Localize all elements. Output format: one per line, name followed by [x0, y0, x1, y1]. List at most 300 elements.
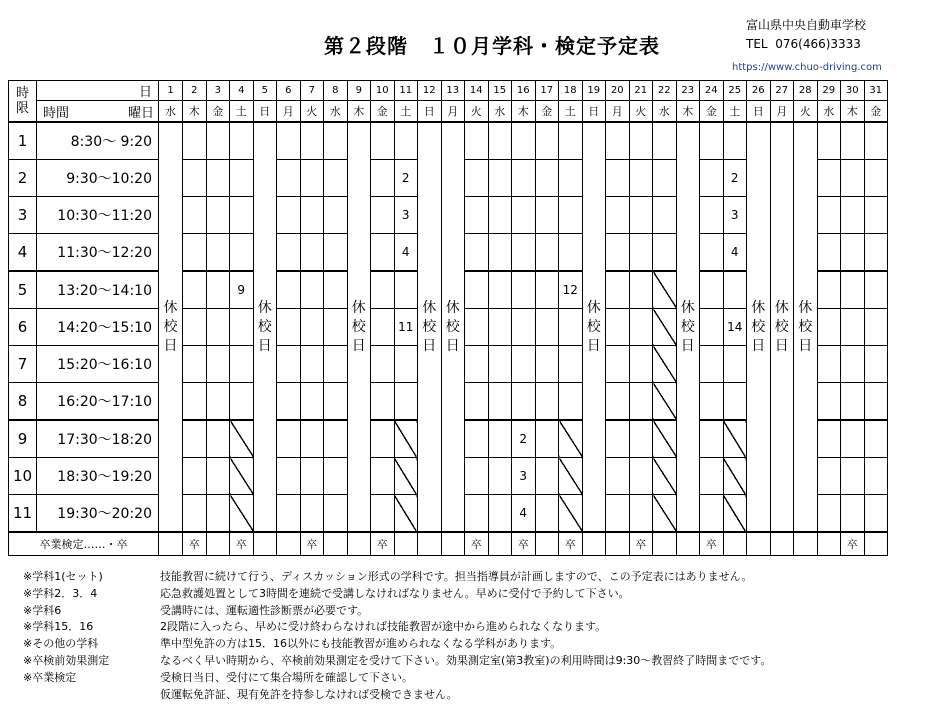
schedule-cell: [371, 458, 395, 495]
weekday: 金: [371, 101, 395, 123]
day-number: 19: [582, 81, 606, 101]
schedule-cell: [559, 122, 583, 160]
day-number: 6: [277, 81, 301, 101]
graduation-cell: [488, 532, 512, 556]
schedule-cell: [864, 271, 888, 309]
schedule-cell: [183, 234, 207, 272]
schedule-cell: [512, 271, 536, 309]
period-time: 11:30～12:20: [37, 234, 159, 272]
period-time: 13:20～14:10: [37, 271, 159, 309]
closed-day-cell: [347, 122, 371, 532]
schedule-cell: [277, 420, 301, 458]
schedule-cell: [371, 346, 395, 383]
school-url-link[interactable]: https://www.chuo-driving.com: [732, 62, 882, 73]
graduation-cell: [676, 532, 700, 556]
closed-label: 休校日: [422, 299, 437, 354]
schedule-cell: [700, 271, 724, 309]
schedule-cell: [700, 458, 724, 495]
unavailable-cell: [653, 420, 677, 458]
header-row-days: [9, 81, 888, 101]
schedule-cell: [394, 271, 418, 309]
schedule-cell: [300, 271, 324, 309]
weekday: 日: [418, 101, 442, 123]
weekday: 水: [159, 101, 183, 123]
unavailable-cell: [653, 383, 677, 421]
day-number: 21: [629, 81, 653, 101]
schedule-cell: [206, 420, 230, 458]
schedule-cell: [371, 197, 395, 234]
schedule-cell: [465, 271, 489, 309]
schedule-cell: [206, 458, 230, 495]
day-number: 20: [606, 81, 630, 101]
schedule-cell: [183, 495, 207, 533]
day-number: 31: [864, 81, 888, 101]
schedule-cell: [700, 122, 724, 160]
weekday: 木: [841, 101, 865, 123]
closed-label: 休校日: [774, 299, 789, 354]
schedule-cell: [606, 346, 630, 383]
schedule-cell: [653, 197, 677, 234]
note-label: ※学科6: [23, 603, 62, 617]
lecture-cell: 4: [512, 495, 536, 533]
closed-label: 休校日: [751, 299, 766, 354]
weekday: 水: [653, 101, 677, 123]
schedule-cell: [700, 234, 724, 272]
schedule-cell: [206, 234, 230, 272]
closed-label: 休校日: [351, 299, 366, 354]
schedule-cell: [723, 122, 747, 160]
schedule-cell: [606, 160, 630, 197]
note-text: 準中型免許の方は15．16以外にも技能教習が進められなくなる学科があります。: [160, 637, 562, 651]
schedule-cell: [300, 495, 324, 533]
unavailable-cell: [230, 420, 254, 458]
note-text: 仮運転免許証、現有免許を持参しなければ受検できません。: [160, 687, 458, 701]
schedule-cell: [488, 420, 512, 458]
weekday: 火: [794, 101, 818, 123]
schedule-cell: [700, 309, 724, 346]
schedule-table: [8, 80, 888, 556]
schedule-cell: [700, 160, 724, 197]
period-time: 8:30～ 9:20: [37, 122, 159, 160]
graduation-cell: [159, 532, 183, 556]
schedule-cell: [324, 309, 348, 346]
day-number: 28: [794, 81, 818, 101]
schedule-cell: [277, 160, 301, 197]
schedule-cell: [371, 383, 395, 421]
schedule-cell: [300, 346, 324, 383]
schedule-cell: [465, 197, 489, 234]
schedule-cell: [864, 160, 888, 197]
lecture-cell: 11: [394, 309, 418, 346]
schedule-cell: [324, 160, 348, 197]
weekday: 土: [559, 101, 583, 123]
graduation-cell: [394, 532, 418, 556]
schedule-cell: [535, 197, 559, 234]
schedule-cell: [230, 197, 254, 234]
weekday: 月: [277, 101, 301, 123]
schedule-cell: [606, 197, 630, 234]
graduation-exam-mark: 卒: [700, 532, 724, 556]
period-time: 9:30～10:20: [37, 160, 159, 197]
schedule-cell: [653, 160, 677, 197]
schedule-cell: [277, 234, 301, 272]
schedule-cell: [817, 234, 841, 272]
schedule-cell: [864, 420, 888, 458]
closed-day-cell: [441, 122, 465, 532]
schedule-cell: [230, 122, 254, 160]
schedule-cell: [206, 197, 230, 234]
graduation-cell: [747, 532, 771, 556]
schedule-cell: [817, 309, 841, 346]
schedule-cell: [465, 160, 489, 197]
schedule-cell: [817, 160, 841, 197]
schedule-cell: [183, 383, 207, 421]
unavailable-cell: [230, 458, 254, 495]
graduation-cell: [770, 532, 794, 556]
period-number: 2: [9, 160, 37, 197]
schedule-cell: [277, 458, 301, 495]
weekday: 月: [606, 101, 630, 123]
weekday: 火: [465, 101, 489, 123]
schedule-cell: [300, 309, 324, 346]
weekday: 月: [441, 101, 465, 123]
schedule-cell: [394, 383, 418, 421]
closed-day-cell: [159, 122, 183, 532]
schedule-cell: [700, 197, 724, 234]
schedule-cell: [629, 420, 653, 458]
header-row-weekdays: [9, 101, 888, 123]
school-name: 富山県中央自動車学校: [746, 18, 867, 32]
schedule-cell: [230, 346, 254, 383]
note-text: なるべく早い時期から、卒検前効果測定を受けて下さい。効果測定室(第3教室)の利用時間は9:30～教習終了時間までです。: [160, 653, 772, 667]
period-time: 17:30～18:20: [37, 420, 159, 458]
closed-day-cell: [418, 122, 442, 532]
schedule-cell: [512, 160, 536, 197]
schedule-cell: [488, 458, 512, 495]
note-label: ※学科15．16: [23, 620, 94, 634]
closed-label: 休校日: [445, 299, 460, 354]
note-text: 受検日当日、受付にて集合場所を確認して下さい。: [160, 670, 413, 684]
schedule-cell: [841, 309, 865, 346]
schedule-cell: [817, 383, 841, 421]
schedule-cell: [324, 346, 348, 383]
graduation-exam-mark: 卒: [512, 532, 536, 556]
lecture-cell: 2: [394, 160, 418, 197]
schedule-cell: [183, 197, 207, 234]
graduation-cell: [653, 532, 677, 556]
day-number: 4: [230, 81, 254, 101]
date-header: 日: [37, 81, 159, 101]
schedule-cell: [465, 122, 489, 160]
lecture-cell: 2: [723, 160, 747, 197]
unavailable-cell: [230, 495, 254, 533]
unavailable-cell: [394, 458, 418, 495]
schedule-cell: [606, 495, 630, 533]
schedule-cell: [817, 420, 841, 458]
closed-day-cell: [794, 122, 818, 532]
unavailable-cell: [723, 495, 747, 533]
schedule-cell: [371, 309, 395, 346]
weekday-label: 曜日: [127, 105, 154, 121]
day-number: 8: [324, 81, 348, 101]
period-number: 9: [9, 420, 37, 458]
schedule-cell: [277, 346, 301, 383]
schedule-cell: [606, 420, 630, 458]
schedule-cell: [841, 160, 865, 197]
jigen-header: 時限: [9, 81, 37, 123]
schedule-cell: [277, 122, 301, 160]
schedule-cell: [700, 420, 724, 458]
graduation-cell: [723, 532, 747, 556]
day-number: 23: [676, 81, 700, 101]
weekday: 土: [723, 101, 747, 123]
schedule-cell: [277, 197, 301, 234]
closed-label: 休校日: [680, 299, 695, 354]
schedule-cell: [817, 495, 841, 533]
schedule-cell: [230, 234, 254, 272]
schedule-cell: [559, 346, 583, 383]
weekday: 木: [347, 101, 371, 123]
note-label: ※学科2．3．4: [23, 586, 98, 600]
schedule-cell: [535, 122, 559, 160]
schedule-cell: [183, 346, 207, 383]
schedule-cell: [629, 197, 653, 234]
closed-day-cell: [747, 122, 771, 532]
schedule-cell: [277, 495, 301, 533]
period-number: 4: [9, 234, 37, 272]
day-number: 29: [817, 81, 841, 101]
schedule-cell: [629, 122, 653, 160]
schedule-cell: [629, 346, 653, 383]
time-label: 時間: [43, 105, 70, 121]
period-number: 3: [9, 197, 37, 234]
lecture-cell: 4: [723, 234, 747, 272]
graduation-cell: [277, 532, 301, 556]
lecture-cell: 3: [512, 458, 536, 495]
schedule-cell: [488, 271, 512, 309]
schedule-cell: [277, 383, 301, 421]
period-time: 10:30～11:20: [37, 197, 159, 234]
schedule-cell: [864, 197, 888, 234]
period-number: 1: [9, 122, 37, 160]
graduation-cell: [817, 532, 841, 556]
graduation-cell: [206, 532, 230, 556]
schedule-cell: [841, 346, 865, 383]
note-label: ※卒業検定: [23, 670, 77, 684]
schedule-cell: [606, 122, 630, 160]
schedule-cell: [817, 458, 841, 495]
lecture-cell: 2: [512, 420, 536, 458]
schedule-cell: [535, 346, 559, 383]
day-number: 15: [488, 81, 512, 101]
day-number: 10: [371, 81, 395, 101]
schedule-cell: [629, 309, 653, 346]
graduation-exam-mark: 卒: [230, 532, 254, 556]
schedule-cell: [324, 495, 348, 533]
schedule-cell: [864, 346, 888, 383]
time-weekday-header: [37, 101, 159, 123]
unavailable-cell: [723, 458, 747, 495]
lecture-cell: 9: [230, 271, 254, 309]
schedule-cell: [559, 160, 583, 197]
schedule-cell: [371, 160, 395, 197]
schedule-cell: [300, 160, 324, 197]
graduation-cell: [347, 532, 371, 556]
schedule-cell: [183, 309, 207, 346]
graduation-exam-mark: 卒: [465, 532, 489, 556]
closed-label: 休校日: [798, 299, 813, 354]
schedule-cell: [700, 346, 724, 383]
day-number: 9: [347, 81, 371, 101]
schedule-cell: [324, 420, 348, 458]
closed-day-cell: [253, 122, 277, 532]
schedule-cell: [864, 458, 888, 495]
weekday: 火: [300, 101, 324, 123]
note-label: ※その他の学科: [23, 637, 99, 651]
graduation-cell: [253, 532, 277, 556]
unavailable-cell: [394, 495, 418, 533]
unavailable-cell: [653, 458, 677, 495]
graduation-cell: [864, 532, 888, 556]
day-number: 13: [441, 81, 465, 101]
graduation-label: 卒業検定……・卒: [9, 532, 159, 556]
schedule-cell: [629, 160, 653, 197]
weekday: 金: [700, 101, 724, 123]
schedule-cell: [629, 271, 653, 309]
schedule-cell: [465, 346, 489, 383]
schedule-cell: [559, 383, 583, 421]
weekday: 日: [747, 101, 771, 123]
schedule-cell: [864, 383, 888, 421]
schedule-cell: [324, 197, 348, 234]
schedule-cell: [841, 458, 865, 495]
graduation-exam-mark: 卒: [559, 532, 583, 556]
schedule-cell: [723, 346, 747, 383]
schedule-cell: [864, 309, 888, 346]
schedule-cell: [183, 458, 207, 495]
weekday: 月: [770, 101, 794, 123]
schedule-cell: [723, 383, 747, 421]
schedule-cell: [324, 271, 348, 309]
schedule-cell: [841, 197, 865, 234]
schedule-cell: [512, 309, 536, 346]
schedule-cell: [183, 122, 207, 160]
period-time: 15:20～16:10: [37, 346, 159, 383]
day-number: 5: [253, 81, 277, 101]
note-text: 技能教習に続けて行う、ディスカッション形式の学科です。担当指導員が計画しますので、この予定表にはありません。: [160, 570, 753, 583]
weekday: 金: [535, 101, 559, 123]
period-number: 5: [9, 271, 37, 309]
note-text: 応急救護処置として3時間を連続で受講しなければなりません。早めに受付で予約して下さい。: [160, 586, 630, 600]
schedule-cell: [488, 197, 512, 234]
closed-label: 休校日: [586, 299, 601, 354]
schedule-cell: [371, 122, 395, 160]
day-number: 25: [723, 81, 747, 101]
closed-day-cell: [676, 122, 700, 532]
graduation-exam-mark: 卒: [371, 532, 395, 556]
day-number: 18: [559, 81, 583, 101]
schedule-cell: [864, 495, 888, 533]
schedule-cell: [629, 495, 653, 533]
note-text: 受講時には、運転適性診断票が必要です。: [160, 603, 369, 617]
day-number: 16: [512, 81, 536, 101]
schedule-cell: [230, 160, 254, 197]
schedule-cell: [277, 309, 301, 346]
schedule-cell: [606, 234, 630, 272]
schedule-cell: [488, 383, 512, 421]
weekday: 水: [324, 101, 348, 123]
unavailable-cell: [653, 346, 677, 383]
schedule-cell: [488, 160, 512, 197]
schedule-cell: [206, 383, 230, 421]
day-number: 30: [841, 81, 865, 101]
schedule-cell: [230, 383, 254, 421]
note-label: ※学科1(セット): [23, 570, 103, 583]
unavailable-cell: [653, 271, 677, 309]
unavailable-cell: [653, 495, 677, 533]
schedule-cell: [277, 271, 301, 309]
schedule-cell: [300, 122, 324, 160]
lecture-cell: 14: [723, 309, 747, 346]
schedule-cell: [206, 271, 230, 309]
schedule-cell: [629, 234, 653, 272]
schedule-cell: [535, 271, 559, 309]
unavailable-cell: [559, 495, 583, 533]
period-time: 19:30～20:20: [37, 495, 159, 533]
schedule-cell: [535, 309, 559, 346]
day-number: 1: [159, 81, 183, 101]
schedule-cell: [371, 495, 395, 533]
schedule-cell: [559, 234, 583, 272]
schedule-cell: [700, 495, 724, 533]
schedule-cell: [535, 495, 559, 533]
day-number: 12: [418, 81, 442, 101]
schedule-cell: [606, 309, 630, 346]
schedule-cell: [488, 234, 512, 272]
schedule-cell: [535, 160, 559, 197]
unavailable-cell: [723, 420, 747, 458]
lecture-cell: 4: [394, 234, 418, 272]
lecture-cell: 3: [723, 197, 747, 234]
day-number: 14: [465, 81, 489, 101]
period-time: 16:20～17:10: [37, 383, 159, 421]
graduation-cell: [535, 532, 559, 556]
unavailable-cell: [559, 420, 583, 458]
schedule-cell: [512, 122, 536, 160]
unavailable-cell: [653, 309, 677, 346]
weekday: 木: [183, 101, 207, 123]
weekday: 日: [582, 101, 606, 123]
schedule-cell: [488, 309, 512, 346]
note-label: ※卒検前効果測定: [23, 653, 110, 667]
schedule-cell: [324, 234, 348, 272]
unavailable-cell: [394, 420, 418, 458]
schedule-cell: [535, 420, 559, 458]
period-number: 6: [9, 309, 37, 346]
schedule-cell: [488, 122, 512, 160]
schedule-cell: [723, 271, 747, 309]
graduation-cell: [794, 532, 818, 556]
period-number: 11: [9, 495, 37, 533]
schedule-cell: [465, 420, 489, 458]
closed-label: 休校日: [257, 299, 272, 354]
graduation-cell: [441, 532, 465, 556]
weekday: 土: [230, 101, 254, 123]
period-number: 10: [9, 458, 37, 495]
schedule-cell: [629, 383, 653, 421]
schedule-cell: [535, 458, 559, 495]
schedule-cell: [183, 160, 207, 197]
